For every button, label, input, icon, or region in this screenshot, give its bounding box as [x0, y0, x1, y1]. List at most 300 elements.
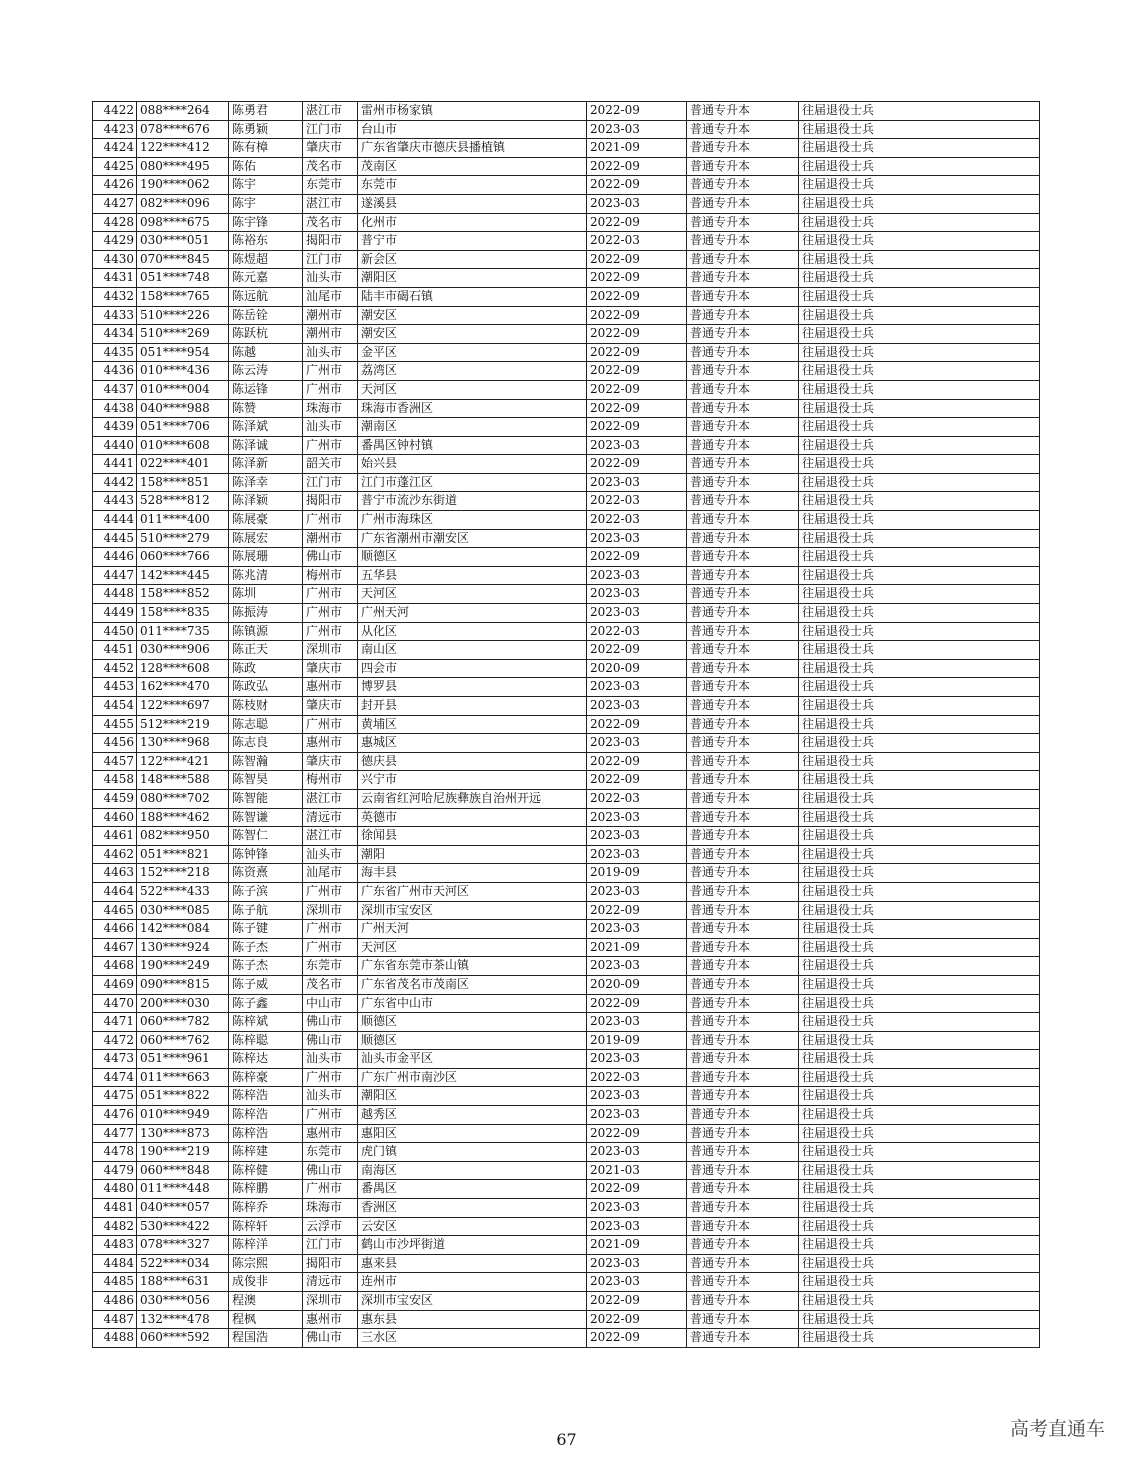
table-cell: 潮南区: [358, 418, 587, 437]
table-cell: 东莞市: [303, 176, 358, 195]
table-cell: 030****906: [137, 641, 229, 660]
table-cell: 4439: [93, 418, 137, 437]
table-cell: 五华县: [358, 566, 587, 585]
table-cell: 广东省广州市天河区: [358, 882, 587, 901]
table-cell: 011****735: [137, 622, 229, 641]
table-cell: 4470: [93, 994, 137, 1013]
table-cell: 2022-09: [587, 380, 687, 399]
table-cell: 惠阳区: [358, 1124, 587, 1143]
table-cell: 往届退役士兵: [799, 343, 1040, 362]
table-cell: 普通专升本: [687, 789, 799, 808]
table-cell: 陈钟锋: [229, 845, 303, 864]
table-row: [93, 1068, 1040, 1087]
table-cell: 2022-09: [587, 994, 687, 1013]
table-cell: 4438: [93, 399, 137, 418]
table-cell: 广州市: [303, 436, 358, 455]
table-row: [93, 1310, 1040, 1329]
table-cell: 普通专升本: [687, 808, 799, 827]
table-row: [93, 139, 1040, 158]
table-cell: 2022-09: [587, 213, 687, 232]
table-cell: 往届退役士兵: [799, 1310, 1040, 1329]
table-row: [93, 436, 1040, 455]
table-cell: 雷州市杨家镇: [358, 102, 587, 121]
table-cell: 从化区: [358, 622, 587, 641]
table-cell: 往届退役士兵: [799, 511, 1040, 530]
table-cell: 往届退役士兵: [799, 157, 1040, 176]
table-row: [93, 1013, 1040, 1032]
table-cell: 4463: [93, 864, 137, 883]
table-cell: 4422: [93, 102, 137, 121]
table-cell: 2022-03: [587, 789, 687, 808]
table-cell: 江门市: [303, 120, 358, 139]
table-cell: 往届退役士兵: [799, 139, 1040, 158]
table-cell: 往届退役士兵: [799, 418, 1040, 437]
table-cell: 深圳市宝安区: [358, 901, 587, 920]
table-cell: 132****478: [137, 1310, 229, 1329]
table-cell: 4426: [93, 176, 137, 195]
table-cell: 158****852: [137, 585, 229, 604]
table-cell: 香洲区: [358, 1199, 587, 1218]
table-cell: 2022-03: [587, 492, 687, 511]
table-cell: 060****782: [137, 1013, 229, 1032]
table-cell: 普通专升本: [687, 1236, 799, 1255]
table-row: [93, 548, 1040, 567]
table-cell: 深圳市: [303, 901, 358, 920]
table-cell: 云安区: [358, 1217, 587, 1236]
table-cell: 普通专升本: [687, 455, 799, 474]
table-cell: 汕头市: [303, 845, 358, 864]
table-cell: 普通专升本: [687, 994, 799, 1013]
table-cell: 4428: [93, 213, 137, 232]
table-cell: 4460: [93, 808, 137, 827]
table-cell: 4474: [93, 1068, 137, 1087]
table-cell: 4442: [93, 473, 137, 492]
table-cell: 陈振涛: [229, 604, 303, 623]
table-cell: 130****968: [137, 734, 229, 753]
table-cell: 陈智仁: [229, 827, 303, 846]
table-cell: 惠州市: [303, 1310, 358, 1329]
table-cell: 往届退役士兵: [799, 529, 1040, 548]
table-cell: 往届退役士兵: [799, 1068, 1040, 1087]
table-cell: 530****422: [137, 1217, 229, 1236]
table-row: [93, 994, 1040, 1013]
table-cell: 2023-03: [587, 585, 687, 604]
table-cell: 普通专升本: [687, 157, 799, 176]
table-cell: 4479: [93, 1161, 137, 1180]
table-cell: 往届退役士兵: [799, 789, 1040, 808]
table-cell: 往届退役士兵: [799, 882, 1040, 901]
table-cell: 往届退役士兵: [799, 1087, 1040, 1106]
table-cell: 陈宇: [229, 176, 303, 195]
table-row: [93, 362, 1040, 381]
table-cell: 荔湾区: [358, 362, 587, 381]
table-cell: 4459: [93, 789, 137, 808]
table-cell: 4435: [93, 343, 137, 362]
table-cell: 广州市: [303, 380, 358, 399]
table-cell: 陈岳铨: [229, 306, 303, 325]
table-cell: 南山区: [358, 641, 587, 660]
table-cell: 4457: [93, 752, 137, 771]
table-cell: 4432: [93, 287, 137, 306]
table-cell: 往届退役士兵: [799, 771, 1040, 790]
table-cell: 惠州市: [303, 1124, 358, 1143]
table-cell: 普宁市流沙东街道: [358, 492, 587, 511]
table-cell: 2019-09: [587, 1031, 687, 1050]
table-cell: 2023-03: [587, 473, 687, 492]
table-cell: 158****835: [137, 604, 229, 623]
table-cell: 普通专升本: [687, 436, 799, 455]
table-cell: 4476: [93, 1106, 137, 1125]
table-row: [93, 1273, 1040, 1292]
table-cell: 普通专升本: [687, 734, 799, 753]
table-cell: 普通专升本: [687, 176, 799, 195]
table-cell: 190****249: [137, 957, 229, 976]
table-cell: 顺德区: [358, 1031, 587, 1050]
table-cell: 普通专升本: [687, 1254, 799, 1273]
table-cell: 122****697: [137, 697, 229, 716]
table-cell: 珠海市: [303, 399, 358, 418]
table-row: [93, 418, 1040, 437]
table-cell: 2022-09: [587, 455, 687, 474]
table-cell: 韶关市: [303, 455, 358, 474]
table-cell: 4488: [93, 1329, 137, 1348]
table-cell: 2023-03: [587, 436, 687, 455]
table-cell: 130****873: [137, 1124, 229, 1143]
table-cell: 茂名市: [303, 213, 358, 232]
table-cell: 普通专升本: [687, 380, 799, 399]
table-row: [93, 473, 1040, 492]
table-cell: 珠海市: [303, 1199, 358, 1218]
table-cell: 152****218: [137, 864, 229, 883]
table-cell: 天河区: [358, 380, 587, 399]
table-cell: 4453: [93, 678, 137, 697]
table-cell: 陈泽颖: [229, 492, 303, 511]
table-cell: 惠州市: [303, 678, 358, 697]
table-row: [93, 1050, 1040, 1069]
table-cell: 普通专升本: [687, 957, 799, 976]
table-cell: 普通专升本: [687, 473, 799, 492]
table-cell: 惠州市: [303, 734, 358, 753]
table-cell: 潮安区: [358, 306, 587, 325]
table-cell: 4485: [93, 1273, 137, 1292]
table-row: [93, 734, 1040, 753]
table-cell: 088****264: [137, 102, 229, 121]
table-cell: 普通专升本: [687, 343, 799, 362]
table-cell: 普通专升本: [687, 269, 799, 288]
table-cell: 普通专升本: [687, 697, 799, 716]
table-cell: 遂溪县: [358, 194, 587, 213]
table-cell: 2022-09: [587, 1124, 687, 1143]
table-cell: 2022-09: [587, 1292, 687, 1311]
table-cell: 2022-09: [587, 901, 687, 920]
table-cell: 2023-03: [587, 1199, 687, 1218]
table-cell: 肇庆市: [303, 752, 358, 771]
table-cell: 4440: [93, 436, 137, 455]
table-row: [93, 232, 1040, 251]
table-cell: 陈远航: [229, 287, 303, 306]
table-cell: 4444: [93, 511, 137, 530]
table-cell: 2022-09: [587, 343, 687, 362]
table-cell: 078****676: [137, 120, 229, 139]
table-cell: 金平区: [358, 343, 587, 362]
table-cell: 陈佑: [229, 157, 303, 176]
table-cell: 往届退役士兵: [799, 1199, 1040, 1218]
table-cell: 4431: [93, 269, 137, 288]
table-cell: 陈运锋: [229, 380, 303, 399]
table-cell: 番禺区: [358, 1180, 587, 1199]
table-cell: 4430: [93, 250, 137, 269]
table-cell: 普通专升本: [687, 120, 799, 139]
table-cell: 三水区: [358, 1329, 587, 1348]
table-cell: 陈子杰: [229, 957, 303, 976]
table-cell: 普通专升本: [687, 622, 799, 641]
table-cell: 普通专升本: [687, 920, 799, 939]
table-cell: 普通专升本: [687, 548, 799, 567]
table-cell: 4427: [93, 194, 137, 213]
table-cell: 陈镇源: [229, 622, 303, 641]
table-cell: 普通专升本: [687, 1217, 799, 1236]
table-row: [93, 1199, 1040, 1218]
table-cell: 030****085: [137, 901, 229, 920]
table-cell: 肇庆市: [303, 697, 358, 716]
table-cell: 040****988: [137, 399, 229, 418]
table-cell: 往届退役士兵: [799, 659, 1040, 678]
table-cell: 060****766: [137, 548, 229, 567]
table-cell: 051****821: [137, 845, 229, 864]
table-cell: 普通专升本: [687, 306, 799, 325]
table-cell: 4464: [93, 882, 137, 901]
table-cell: 普通专升本: [687, 139, 799, 158]
table-cell: 新会区: [358, 250, 587, 269]
table-cell: 陈梓聪: [229, 1031, 303, 1050]
table-cell: 051****748: [137, 269, 229, 288]
table-cell: 030****056: [137, 1292, 229, 1311]
table-cell: 往届退役士兵: [799, 734, 1040, 753]
table-row: [93, 566, 1040, 585]
table-cell: 梅州市: [303, 771, 358, 790]
table-cell: 060****762: [137, 1031, 229, 1050]
table-cell: 揭阳市: [303, 1254, 358, 1273]
table-cell: 4456: [93, 734, 137, 753]
table-cell: 往届退役士兵: [799, 1236, 1040, 1255]
table-cell: 往届退役士兵: [799, 1292, 1040, 1311]
table-cell: 4434: [93, 325, 137, 344]
table-cell: 深圳市: [303, 641, 358, 660]
table-cell: 普通专升本: [687, 1329, 799, 1348]
table-cell: 陈泽斌: [229, 418, 303, 437]
table-cell: 普通专升本: [687, 641, 799, 660]
table-cell: 广州市: [303, 511, 358, 530]
table-cell: 佛山市: [303, 1013, 358, 1032]
table-cell: 肇庆市: [303, 659, 358, 678]
table-cell: 潮州市: [303, 529, 358, 548]
table-cell: 始兴县: [358, 455, 587, 474]
table-cell: 广州市: [303, 1106, 358, 1125]
table-cell: 510****226: [137, 306, 229, 325]
table-cell: 2022-09: [587, 269, 687, 288]
table-cell: 往届退役士兵: [799, 901, 1040, 920]
table-row: [93, 213, 1040, 232]
table-cell: 广东省肇庆市德庆县播植镇: [358, 139, 587, 158]
table-cell: 普通专升本: [687, 864, 799, 883]
table-cell: 陈智昊: [229, 771, 303, 790]
table-cell: 深圳市: [303, 1292, 358, 1311]
table-cell: 广州市: [303, 585, 358, 604]
table-cell: 天河区: [358, 585, 587, 604]
table-cell: 122****412: [137, 139, 229, 158]
table-cell: 2022-03: [587, 1068, 687, 1087]
table-cell: 010****608: [137, 436, 229, 455]
table-cell: 茂名市: [303, 157, 358, 176]
table-cell: 2020-09: [587, 975, 687, 994]
table-cell: 190****062: [137, 176, 229, 195]
table-cell: 普通专升本: [687, 1031, 799, 1050]
table-cell: 2023-03: [587, 120, 687, 139]
table-row: [93, 901, 1040, 920]
table-cell: 2023-03: [587, 678, 687, 697]
table-cell: 陈梓达: [229, 1050, 303, 1069]
table-cell: 4437: [93, 380, 137, 399]
table-row: [93, 845, 1040, 864]
table-cell: 4483: [93, 1236, 137, 1255]
table-cell: 往届退役士兵: [799, 362, 1040, 381]
table-cell: 汕头市: [303, 418, 358, 437]
table-cell: 广州市: [303, 362, 358, 381]
table-row: [93, 864, 1040, 883]
table-cell: 200****030: [137, 994, 229, 1013]
table-cell: 普通专升本: [687, 418, 799, 437]
table-cell: 普通专升本: [687, 399, 799, 418]
table-cell: 2023-03: [587, 827, 687, 846]
table-cell: 陈泽诚: [229, 436, 303, 455]
table-cell: 往届退役士兵: [799, 194, 1040, 213]
table-cell: 往届退役士兵: [799, 1254, 1040, 1273]
table-cell: 陈赞: [229, 399, 303, 418]
table-cell: 往届退役士兵: [799, 1217, 1040, 1236]
table-cell: 往届退役士兵: [799, 975, 1040, 994]
table-cell: 4429: [93, 232, 137, 251]
table-cell: 512****219: [137, 715, 229, 734]
table-cell: 往届退役士兵: [799, 232, 1040, 251]
table-cell: 往届退役士兵: [799, 827, 1040, 846]
table-cell: 188****462: [137, 808, 229, 827]
table-cell: 040****057: [137, 1199, 229, 1218]
table-cell: 清远市: [303, 1273, 358, 1292]
table-cell: 陈志聪: [229, 715, 303, 734]
table-cell: 广州市: [303, 1068, 358, 1087]
table-cell: 湛江市: [303, 789, 358, 808]
table-cell: 陈勇颖: [229, 120, 303, 139]
table-cell: 2023-03: [587, 845, 687, 864]
table-cell: 2020-09: [587, 659, 687, 678]
table-cell: 2021-09: [587, 139, 687, 158]
table-cell: 陈正天: [229, 641, 303, 660]
table-cell: 普通专升本: [687, 604, 799, 623]
table-cell: 湛江市: [303, 102, 358, 121]
table-cell: 普宁市: [358, 232, 587, 251]
table-cell: 广州市: [303, 882, 358, 901]
table-cell: 普通专升本: [687, 752, 799, 771]
table-cell: 陈梓轩: [229, 1217, 303, 1236]
table-row: [93, 975, 1040, 994]
table-cell: 往届退役士兵: [799, 287, 1040, 306]
table-cell: 普通专升本: [687, 845, 799, 864]
table-cell: 4461: [93, 827, 137, 846]
table-cell: 汕头市: [303, 1050, 358, 1069]
table-cell: 陆丰市碣石镇: [358, 287, 587, 306]
table-cell: 往届退役士兵: [799, 213, 1040, 232]
table-row: [93, 789, 1040, 808]
table-row: [93, 1031, 1040, 1050]
table-cell: 2023-03: [587, 566, 687, 585]
table-cell: 成俊非: [229, 1273, 303, 1292]
table-cell: 4487: [93, 1310, 137, 1329]
table-cell: 普通专升本: [687, 901, 799, 920]
table-cell: 2022-09: [587, 399, 687, 418]
table-cell: 往届退役士兵: [799, 102, 1040, 121]
table-cell: 普通专升本: [687, 975, 799, 994]
table-cell: 四会市: [358, 659, 587, 678]
table-cell: 往届退役士兵: [799, 622, 1040, 641]
table-cell: 往届退役士兵: [799, 920, 1040, 939]
table-cell: 往届退役士兵: [799, 1031, 1040, 1050]
table-cell: 078****327: [137, 1236, 229, 1255]
table-cell: 陈子威: [229, 975, 303, 994]
table-cell: 陈裕东: [229, 232, 303, 251]
table-cell: 2023-03: [587, 734, 687, 753]
table-cell: 158****851: [137, 473, 229, 492]
table-cell: 中山市: [303, 994, 358, 1013]
table-cell: 往届退役士兵: [799, 473, 1040, 492]
table-cell: 往届退役士兵: [799, 808, 1040, 827]
table-cell: 2022-09: [587, 287, 687, 306]
table-row: [93, 1161, 1040, 1180]
table-cell: 陈有樟: [229, 139, 303, 158]
roster-table: [92, 101, 1040, 1348]
table-cell: 098****675: [137, 213, 229, 232]
table-cell: 4436: [93, 362, 137, 381]
table-cell: 2023-03: [587, 1217, 687, 1236]
table-row: [93, 659, 1040, 678]
table-cell: 4441: [93, 455, 137, 474]
table-cell: 潮阳区: [358, 269, 587, 288]
table-cell: 惠城区: [358, 734, 587, 753]
table-cell: 2023-03: [587, 1106, 687, 1125]
table-cell: 广州市: [303, 715, 358, 734]
table-cell: 佛山市: [303, 1031, 358, 1050]
table-cell: 2022-09: [587, 325, 687, 344]
table-cell: 广州市: [303, 622, 358, 641]
table-cell: 4447: [93, 566, 137, 585]
table-cell: 广东广州市南沙区: [358, 1068, 587, 1087]
table-cell: 4486: [93, 1292, 137, 1311]
table-cell: 惠东县: [358, 1310, 587, 1329]
table-cell: 2023-03: [587, 1143, 687, 1162]
table-cell: 梅州市: [303, 566, 358, 585]
table-cell: 普通专升本: [687, 1161, 799, 1180]
table-cell: 广州天河: [358, 920, 587, 939]
table-row: [93, 1254, 1040, 1273]
table-cell: 往届退役士兵: [799, 1106, 1040, 1125]
table-cell: 潮阳: [358, 845, 587, 864]
table-cell: 东莞市: [303, 1143, 358, 1162]
table-cell: 清远市: [303, 808, 358, 827]
table-cell: 潮州市: [303, 306, 358, 325]
table-cell: 4478: [93, 1143, 137, 1162]
table-cell: 江门市蓬江区: [358, 473, 587, 492]
table-cell: 兴宁市: [358, 771, 587, 790]
table-cell: 4446: [93, 548, 137, 567]
